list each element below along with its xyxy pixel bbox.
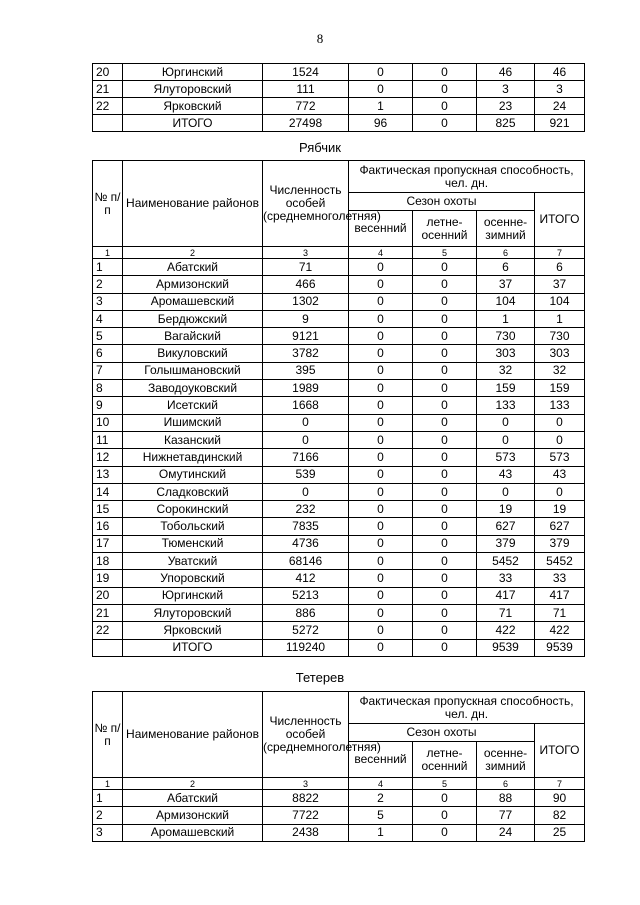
cell-count: 466 bbox=[263, 276, 349, 293]
cell-spring: 0 bbox=[349, 483, 413, 500]
table-row bbox=[93, 276, 585, 293]
header-summer: летне-осенний bbox=[413, 211, 477, 247]
cell-total: 6 bbox=[535, 259, 585, 276]
cell-total: 0 bbox=[535, 414, 585, 431]
cell-spring: 0 bbox=[349, 362, 413, 379]
cell-total: 0 bbox=[535, 483, 585, 500]
cell-num: 15 bbox=[93, 501, 123, 518]
header-num: № п/п bbox=[93, 161, 123, 247]
cell-summer: 0 bbox=[413, 622, 477, 639]
column-number: 7 bbox=[535, 778, 585, 790]
cell-total: 90 bbox=[535, 790, 585, 807]
column-number: 5 bbox=[413, 778, 477, 790]
cell-num bbox=[93, 115, 123, 132]
header-name: Наименование районов bbox=[123, 161, 263, 247]
cell-autumn: 19 bbox=[477, 501, 535, 518]
cell-spring: 0 bbox=[349, 553, 413, 570]
cell-num: 18 bbox=[93, 553, 123, 570]
cell-autumn: 24 bbox=[477, 824, 535, 841]
table-row bbox=[93, 345, 585, 362]
cell-district: Тюменский bbox=[123, 535, 263, 552]
table-previous-species-end bbox=[92, 63, 585, 132]
header-spring: весенний bbox=[349, 742, 413, 778]
column-number: 1 bbox=[93, 247, 123, 259]
cell-district: Абатский bbox=[123, 790, 263, 807]
cell-num: 9 bbox=[93, 397, 123, 414]
cell-num: 12 bbox=[93, 449, 123, 466]
table-row bbox=[93, 380, 585, 397]
column-number: 1 bbox=[93, 778, 123, 790]
header-num: № п/п bbox=[93, 692, 123, 778]
cell-num: 14 bbox=[93, 483, 123, 500]
table-row bbox=[93, 449, 585, 466]
cell-total: 417 bbox=[535, 587, 585, 604]
cell-autumn: 6 bbox=[477, 259, 535, 276]
cell-count: 3782 bbox=[263, 345, 349, 362]
table-row bbox=[93, 587, 585, 604]
cell-autumn: 104 bbox=[477, 293, 535, 310]
cell-num: 7 bbox=[93, 362, 123, 379]
cell-count: 68146 bbox=[263, 553, 349, 570]
cell-count: 412 bbox=[263, 570, 349, 587]
table-row bbox=[93, 259, 585, 276]
cell-spring: 0 bbox=[349, 535, 413, 552]
table-row bbox=[93, 466, 585, 483]
cell-total: 159 bbox=[535, 380, 585, 397]
table-row bbox=[93, 483, 585, 500]
column-number: 2 bbox=[123, 247, 263, 259]
cell-count: 5272 bbox=[263, 622, 349, 639]
cell-district: Ялуторовский bbox=[123, 81, 263, 98]
header-count: Численность особей (среднемноголетняя) bbox=[263, 692, 349, 778]
cell-spring: 2 bbox=[349, 790, 413, 807]
cell-num: 21 bbox=[93, 81, 123, 98]
cell-district: Нижнетавдинский bbox=[123, 449, 263, 466]
header-season: Сезон охоты bbox=[349, 724, 535, 742]
cell-autumn: 5452 bbox=[477, 553, 535, 570]
column-number: 4 bbox=[349, 778, 413, 790]
cell-total: 43 bbox=[535, 466, 585, 483]
header-count: Численность особей (среднемноголетняя) bbox=[263, 161, 349, 247]
cell-total: 379 bbox=[535, 535, 585, 552]
cell-total: 9539 bbox=[535, 639, 585, 656]
cell-summer: 0 bbox=[413, 345, 477, 362]
cell-summer: 0 bbox=[413, 414, 477, 431]
cell-num: 5 bbox=[93, 328, 123, 345]
cell-district: Голышмановский bbox=[123, 362, 263, 379]
cell-district: Уватский bbox=[123, 553, 263, 570]
cell-summer: 0 bbox=[413, 501, 477, 518]
table-row bbox=[93, 570, 585, 587]
cell-count: 8822 bbox=[263, 790, 349, 807]
cell-spring: 0 bbox=[349, 345, 413, 362]
cell-count: 1302 bbox=[263, 293, 349, 310]
cell-num: 16 bbox=[93, 518, 123, 535]
cell-num: 3 bbox=[93, 824, 123, 841]
cell-num: 22 bbox=[93, 622, 123, 639]
cell-spring: 1 bbox=[349, 824, 413, 841]
table-teterev bbox=[92, 691, 585, 842]
cell-autumn: 159 bbox=[477, 380, 535, 397]
cell-spring: 0 bbox=[349, 570, 413, 587]
table-total-row bbox=[93, 115, 585, 132]
cell-num: 20 bbox=[93, 64, 123, 81]
cell-district: Юргинский bbox=[123, 587, 263, 604]
cell-count: 0 bbox=[263, 431, 349, 448]
table-row bbox=[93, 293, 585, 310]
cell-num: 6 bbox=[93, 345, 123, 362]
table-row bbox=[93, 824, 585, 841]
table-row bbox=[93, 807, 585, 824]
cell-district: Исетский bbox=[123, 397, 263, 414]
cell-district: ИТОГО bbox=[123, 639, 263, 656]
table-row bbox=[93, 64, 585, 81]
cell-count: 232 bbox=[263, 501, 349, 518]
cell-num: 1 bbox=[93, 259, 123, 276]
table-row bbox=[93, 518, 585, 535]
table-row bbox=[93, 553, 585, 570]
column-number-row bbox=[93, 778, 585, 790]
cell-autumn: 627 bbox=[477, 518, 535, 535]
cell-num: 2 bbox=[93, 276, 123, 293]
cell-summer: 0 bbox=[413, 431, 477, 448]
header-capacity: Фактическая пропускная способность, чел. дн. bbox=[349, 161, 585, 193]
cell-num: 22 bbox=[93, 98, 123, 115]
cell-summer: 0 bbox=[413, 328, 477, 345]
cell-autumn: 43 bbox=[477, 466, 535, 483]
cell-num: 1 bbox=[93, 790, 123, 807]
cell-autumn: 730 bbox=[477, 328, 535, 345]
cell-district: Армизонский bbox=[123, 807, 263, 824]
cell-num: 19 bbox=[93, 570, 123, 587]
table-total-row bbox=[93, 639, 585, 656]
cell-district: Бердюжский bbox=[123, 310, 263, 327]
cell-count: 2438 bbox=[263, 824, 349, 841]
table-row bbox=[93, 362, 585, 379]
table-ryabchik bbox=[92, 160, 585, 657]
header-total: ИТОГО bbox=[535, 724, 585, 778]
cell-spring: 0 bbox=[349, 431, 413, 448]
cell-total: 627 bbox=[535, 518, 585, 535]
cell-district: ИТОГО bbox=[123, 115, 263, 132]
cell-district: Упоровский bbox=[123, 570, 263, 587]
cell-district: Вагайский bbox=[123, 328, 263, 345]
cell-count: 886 bbox=[263, 604, 349, 621]
cell-num: 20 bbox=[93, 587, 123, 604]
cell-summer: 0 bbox=[413, 466, 477, 483]
column-number-row bbox=[93, 247, 585, 259]
cell-autumn: 23 bbox=[477, 98, 535, 115]
cell-count: 71 bbox=[263, 259, 349, 276]
cell-spring: 0 bbox=[349, 639, 413, 656]
cell-total: 133 bbox=[535, 397, 585, 414]
cell-count: 1668 bbox=[263, 397, 349, 414]
cell-spring: 0 bbox=[349, 81, 413, 98]
cell-district: Аромашевский bbox=[123, 824, 263, 841]
cell-total: 5452 bbox=[535, 553, 585, 570]
cell-spring: 0 bbox=[349, 587, 413, 604]
cell-spring: 0 bbox=[349, 466, 413, 483]
cell-summer: 0 bbox=[413, 115, 477, 132]
cell-count: 27498 bbox=[263, 115, 349, 132]
table-row bbox=[93, 328, 585, 345]
cell-summer: 0 bbox=[413, 483, 477, 500]
cell-spring: 0 bbox=[349, 328, 413, 345]
cell-total: 573 bbox=[535, 449, 585, 466]
cell-district: Сладковский bbox=[123, 483, 263, 500]
cell-summer: 0 bbox=[413, 570, 477, 587]
cell-district: Тобольский bbox=[123, 518, 263, 535]
header-season: Сезон охоты bbox=[349, 193, 535, 211]
cell-num: 11 bbox=[93, 431, 123, 448]
table-row bbox=[93, 622, 585, 639]
cell-count: 111 bbox=[263, 81, 349, 98]
cell-total: 0 bbox=[535, 431, 585, 448]
cell-total: 422 bbox=[535, 622, 585, 639]
cell-summer: 0 bbox=[413, 790, 477, 807]
table-row bbox=[93, 501, 585, 518]
cell-summer: 0 bbox=[413, 449, 477, 466]
cell-count: 4736 bbox=[263, 535, 349, 552]
cell-spring: 0 bbox=[349, 293, 413, 310]
cell-district: Заводоуковский bbox=[123, 380, 263, 397]
section-title-teterev: Тетерев bbox=[295, 670, 345, 685]
table-row bbox=[93, 604, 585, 621]
cell-num: 10 bbox=[93, 414, 123, 431]
table-row bbox=[93, 431, 585, 448]
cell-summer: 0 bbox=[413, 604, 477, 621]
cell-total: 37 bbox=[535, 276, 585, 293]
cell-total: 19 bbox=[535, 501, 585, 518]
cell-summer: 0 bbox=[413, 824, 477, 841]
table-row bbox=[93, 535, 585, 552]
cell-district: Абатский bbox=[123, 259, 263, 276]
cell-summer: 0 bbox=[413, 535, 477, 552]
cell-spring: 0 bbox=[349, 310, 413, 327]
cell-summer: 0 bbox=[413, 518, 477, 535]
cell-total: 730 bbox=[535, 328, 585, 345]
cell-spring: 0 bbox=[349, 449, 413, 466]
column-number: 6 bbox=[477, 247, 535, 259]
cell-autumn: 133 bbox=[477, 397, 535, 414]
cell-total: 3 bbox=[535, 81, 585, 98]
cell-summer: 0 bbox=[413, 64, 477, 81]
column-number: 7 bbox=[535, 247, 585, 259]
cell-autumn: 825 bbox=[477, 115, 535, 132]
cell-total: 1 bbox=[535, 310, 585, 327]
column-number: 3 bbox=[263, 247, 349, 259]
table-row bbox=[93, 790, 585, 807]
cell-spring: 0 bbox=[349, 380, 413, 397]
cell-count: 119240 bbox=[263, 639, 349, 656]
column-number: 3 bbox=[263, 778, 349, 790]
cell-count: 5213 bbox=[263, 587, 349, 604]
cell-district: Ярковский bbox=[123, 622, 263, 639]
header-autumn: осенне-зимний bbox=[477, 742, 535, 778]
cell-count: 395 bbox=[263, 362, 349, 379]
cell-num: 3 bbox=[93, 293, 123, 310]
cell-autumn: 0 bbox=[477, 483, 535, 500]
cell-autumn: 303 bbox=[477, 345, 535, 362]
cell-summer: 0 bbox=[413, 98, 477, 115]
cell-count: 772 bbox=[263, 98, 349, 115]
cell-summer: 0 bbox=[413, 553, 477, 570]
cell-district: Викуловский bbox=[123, 345, 263, 362]
cell-count: 7722 bbox=[263, 807, 349, 824]
cell-num bbox=[93, 639, 123, 656]
table-row bbox=[93, 81, 585, 98]
cell-spring: 0 bbox=[349, 622, 413, 639]
cell-district: Омутинский bbox=[123, 466, 263, 483]
table-row bbox=[93, 310, 585, 327]
cell-autumn: 71 bbox=[477, 604, 535, 621]
header-spring: весенний bbox=[349, 211, 413, 247]
header-capacity: Фактическая пропускная способность, чел. дн. bbox=[349, 692, 585, 724]
cell-district: Сорокинский bbox=[123, 501, 263, 518]
page-number: 8 bbox=[316, 31, 324, 46]
section-title-ryabchik: Рябчик bbox=[298, 140, 341, 155]
cell-total: 921 bbox=[535, 115, 585, 132]
cell-district: Армизонский bbox=[123, 276, 263, 293]
cell-summer: 0 bbox=[413, 380, 477, 397]
cell-count: 9 bbox=[263, 310, 349, 327]
cell-num: 17 bbox=[93, 535, 123, 552]
cell-spring: 0 bbox=[349, 276, 413, 293]
cell-count: 7835 bbox=[263, 518, 349, 535]
cell-summer: 0 bbox=[413, 259, 477, 276]
column-number: 5 bbox=[413, 247, 477, 259]
cell-total: 104 bbox=[535, 293, 585, 310]
cell-total: 46 bbox=[535, 64, 585, 81]
cell-autumn: 77 bbox=[477, 807, 535, 824]
cell-summer: 0 bbox=[413, 293, 477, 310]
cell-autumn: 3 bbox=[477, 81, 535, 98]
cell-spring: 0 bbox=[349, 414, 413, 431]
header-autumn: осенне-зимний bbox=[477, 211, 535, 247]
cell-summer: 0 bbox=[413, 807, 477, 824]
cell-total: 303 bbox=[535, 345, 585, 362]
cell-autumn: 0 bbox=[477, 414, 535, 431]
cell-total: 71 bbox=[535, 604, 585, 621]
cell-num: 8 bbox=[93, 380, 123, 397]
cell-autumn: 417 bbox=[477, 587, 535, 604]
table-row bbox=[93, 397, 585, 414]
cell-autumn: 88 bbox=[477, 790, 535, 807]
cell-count: 1524 bbox=[263, 64, 349, 81]
cell-count: 9121 bbox=[263, 328, 349, 345]
table-header bbox=[93, 692, 585, 790]
cell-autumn: 573 bbox=[477, 449, 535, 466]
cell-autumn: 46 bbox=[477, 64, 535, 81]
cell-spring: 5 bbox=[349, 807, 413, 824]
cell-summer: 0 bbox=[413, 397, 477, 414]
header-total: ИТОГО bbox=[535, 193, 585, 247]
cell-district: Ярковский bbox=[123, 98, 263, 115]
cell-autumn: 32 bbox=[477, 362, 535, 379]
table-row bbox=[93, 414, 585, 431]
cell-district: Ялуторовский bbox=[123, 604, 263, 621]
cell-count: 7166 bbox=[263, 449, 349, 466]
cell-summer: 0 bbox=[413, 276, 477, 293]
cell-autumn: 9539 bbox=[477, 639, 535, 656]
cell-autumn: 422 bbox=[477, 622, 535, 639]
cell-summer: 0 bbox=[413, 310, 477, 327]
cell-total: 33 bbox=[535, 570, 585, 587]
cell-spring: 0 bbox=[349, 259, 413, 276]
header-name: Наименование районов bbox=[123, 692, 263, 778]
cell-autumn: 33 bbox=[477, 570, 535, 587]
cell-spring: 96 bbox=[349, 115, 413, 132]
cell-num: 13 bbox=[93, 466, 123, 483]
cell-num: 21 bbox=[93, 604, 123, 621]
cell-total: 25 bbox=[535, 824, 585, 841]
cell-summer: 0 bbox=[413, 587, 477, 604]
cell-summer: 0 bbox=[413, 362, 477, 379]
cell-count: 1989 bbox=[263, 380, 349, 397]
cell-count: 0 bbox=[263, 483, 349, 500]
cell-district: Аромашевский bbox=[123, 293, 263, 310]
cell-total: 82 bbox=[535, 807, 585, 824]
cell-spring: 1 bbox=[349, 98, 413, 115]
cell-district: Казанский bbox=[123, 431, 263, 448]
cell-summer: 0 bbox=[413, 81, 477, 98]
cell-district: Ишимский bbox=[123, 414, 263, 431]
table-row bbox=[93, 98, 585, 115]
cell-autumn: 379 bbox=[477, 535, 535, 552]
cell-district: Юргинский bbox=[123, 64, 263, 81]
cell-num: 2 bbox=[93, 807, 123, 824]
cell-total: 24 bbox=[535, 98, 585, 115]
cell-count: 539 bbox=[263, 466, 349, 483]
cell-spring: 0 bbox=[349, 64, 413, 81]
cell-total: 32 bbox=[535, 362, 585, 379]
cell-count: 0 bbox=[263, 414, 349, 431]
cell-spring: 0 bbox=[349, 501, 413, 518]
cell-summer: 0 bbox=[413, 639, 477, 656]
table-header bbox=[93, 161, 585, 259]
cell-spring: 0 bbox=[349, 518, 413, 535]
cell-autumn: 1 bbox=[477, 310, 535, 327]
column-number: 6 bbox=[477, 778, 535, 790]
cell-spring: 0 bbox=[349, 604, 413, 621]
column-number: 2 bbox=[123, 778, 263, 790]
cell-num: 4 bbox=[93, 310, 123, 327]
header-summer: летне-осенний bbox=[413, 742, 477, 778]
cell-spring: 0 bbox=[349, 397, 413, 414]
column-number: 4 bbox=[349, 247, 413, 259]
cell-autumn: 0 bbox=[477, 431, 535, 448]
cell-autumn: 37 bbox=[477, 276, 535, 293]
